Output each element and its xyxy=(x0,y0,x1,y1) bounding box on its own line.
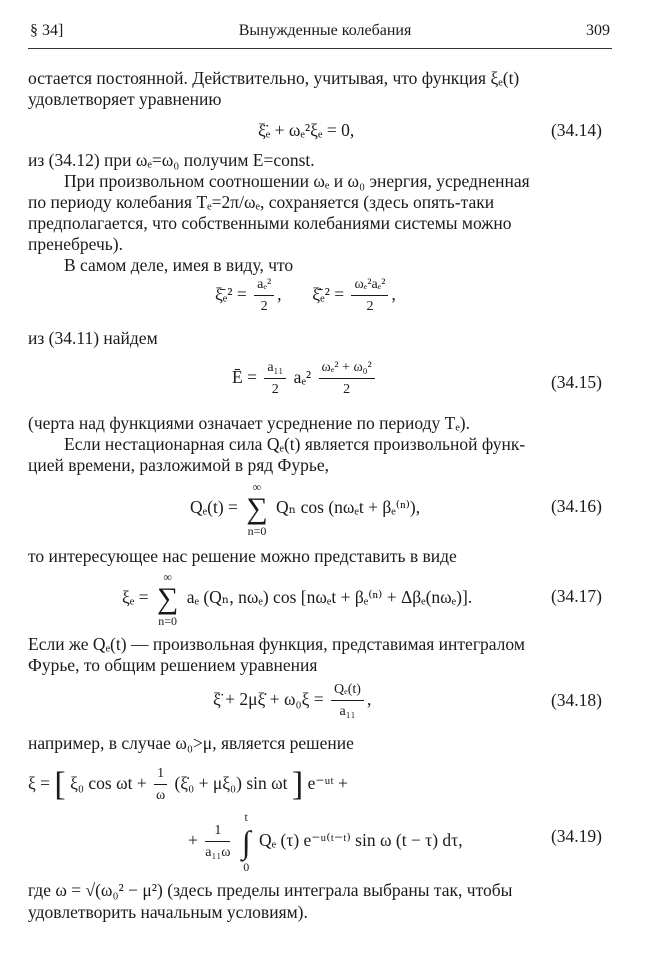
eq15-mid: aₑ² xyxy=(293,367,312,388)
denominator: ω xyxy=(156,788,166,803)
text-line: то интересующее нас решение можно представить в виде xyxy=(28,546,457,566)
equation-averages: ξ̄ₑ² = $\frac{\text{aₑ²}}{2}$ , ξ̇̄ₑ² = $\frac{\text{ωₑ²aₑ²}}{2}$ , xyxy=(215,277,396,314)
numerator: aₑ² xyxy=(254,277,274,296)
fraction xyxy=(264,360,286,398)
text-line: из (34.11) найдем xyxy=(28,328,158,348)
text-line: остается постоянной. Действительно, учитывая, что функция ξₑ(t) xyxy=(28,68,520,88)
text-line: Если же Qₑ(t) — произвольная функция, представимая интегралом xyxy=(28,634,525,654)
integral-lower: 0 xyxy=(243,860,250,874)
eq15-lhs: Ē = xyxy=(232,367,257,388)
right-bracket: ] xyxy=(291,766,304,803)
sigma: ∑ xyxy=(246,492,268,525)
fraction xyxy=(351,277,388,315)
left-bracket: [ xyxy=(54,766,66,803)
equation-number: (34.16) xyxy=(550,496,602,516)
eq16-rhs: Qₙ cos (nωₑt + βₑ⁽ⁿ⁾), xyxy=(276,497,421,518)
fraction xyxy=(319,360,375,398)
eq19-lhs: ξ = xyxy=(28,773,51,794)
eq19-term: e⁻ᵘᵗ + xyxy=(307,773,348,794)
text-line: предполагается, что собственными колебаниями системы можно xyxy=(28,213,512,233)
eq18-tail: , xyxy=(366,689,372,710)
equation-34-16 xyxy=(190,480,420,538)
avg-a-lhs: ξ̄ₑ² = xyxy=(215,284,247,305)
numerator: 1 xyxy=(154,766,167,785)
sigma: ∑ xyxy=(156,582,179,615)
summation xyxy=(246,480,267,538)
equation-34-14: ξ̈ₑ + ωₑ²ξₑ = 0, xyxy=(258,120,355,140)
numerator: Qₑ(t) xyxy=(331,682,364,701)
eq19-term: (ξ̇₀ + μξ₀) sin ωt xyxy=(174,773,288,794)
sum-lower: n=0 xyxy=(247,524,267,538)
equation-number: (34.19) xyxy=(550,826,602,846)
header-rule xyxy=(28,48,612,49)
eq17-rhs: aₑ (Qₙ, nωₑ) cos [nωₑt + βₑ⁽ⁿ⁾ + Δβₑ(nωₑ)]. xyxy=(186,587,473,608)
fraction xyxy=(205,823,230,861)
integral xyxy=(242,810,251,874)
page-number: 309 xyxy=(586,22,610,39)
integral-sign: ∫ xyxy=(241,824,251,860)
text-line: где ω = √(ω₀² − μ²) (здесь пределы интеграла выбраны так, чтобы xyxy=(28,880,513,900)
text-line: При произвольном соотношении ωₑ и ω₀ энергия, усредненная xyxy=(64,171,530,191)
denominator: 2 xyxy=(343,382,351,397)
fraction xyxy=(331,682,364,720)
equation-34-19-line2 xyxy=(188,810,463,874)
text-line: например, в случае ω₀>μ, является решение xyxy=(28,733,354,753)
integral-upper: t xyxy=(244,810,248,824)
sum-upper: ∞ xyxy=(163,570,172,584)
numerator: ωₑ² + ω₀² xyxy=(319,360,375,379)
numerator: ωₑ²aₑ² xyxy=(351,277,388,296)
fraction xyxy=(154,766,167,804)
equation-number: (34.18) xyxy=(550,690,602,710)
eq18-lhs: ξ̈ + 2μξ̇ + ω₀ξ = xyxy=(213,689,324,710)
text-line: удовлетворяет уравнению xyxy=(28,89,222,109)
equation-number: (34.14) xyxy=(550,120,602,140)
denominator: 2 xyxy=(366,299,374,314)
eq19-integrand: Qₑ (τ) e⁻ᵘ⁽ᵗ⁻ᵗ⁾ sin ω (t − τ) dτ, xyxy=(258,830,463,851)
text-line: В самом деле, имея в виду, что xyxy=(64,255,294,275)
denominator: a₁₁ xyxy=(339,704,356,719)
equation-number: (34.15) xyxy=(550,372,602,392)
text-line: удовлетворить начальным условиям). xyxy=(28,902,308,922)
text-line: цией времени, разложимой в ряд Фурье, xyxy=(28,455,330,475)
sum-upper: ∞ xyxy=(252,480,262,494)
equation-34-15 xyxy=(232,360,378,398)
equation-number: (34.17) xyxy=(550,586,602,606)
avg-b-lhs: ξ̇̄ₑ² = xyxy=(312,284,345,305)
denominator: a₁₁ω xyxy=(205,845,231,860)
eq19-plus: + xyxy=(188,830,198,851)
running-title: Вынужденные колебания xyxy=(238,22,412,39)
text-line: (черта над функциями означает усреднение по периоду Tₑ). xyxy=(28,413,471,433)
numerator: a₁₁ xyxy=(264,360,286,379)
text-line: из (34.12) при ωₑ=ω₀ получим E=const. xyxy=(28,150,315,170)
eq19-term: ξ₀ cos ωt + xyxy=(70,773,147,794)
denominator: 2 xyxy=(271,382,279,397)
fraction xyxy=(254,277,274,315)
denominator: 2 xyxy=(260,299,268,314)
text-line: Если нестационарная сила Qₑ(t) является произвольной функ- xyxy=(64,434,526,454)
equation-34-19-line1 xyxy=(28,766,348,804)
summation xyxy=(157,570,178,628)
equation-34-17 xyxy=(122,570,472,628)
eq17-lhs: ξₑ = xyxy=(122,587,149,608)
section-marker: § 34] xyxy=(30,22,64,39)
numerator: 1 xyxy=(205,823,230,842)
eq16-lhs: Qₑ(t) = xyxy=(190,497,238,518)
text-line: по периоду колебания Tₑ=2π/ωₑ, сохраняется (здесь опять-таки xyxy=(28,192,495,212)
sum-lower: n=0 xyxy=(158,614,177,628)
text-line: пренебречь). xyxy=(28,234,123,254)
text-line: Фурье, то общим решением уравнения xyxy=(28,655,318,675)
equation-34-18 xyxy=(213,682,371,720)
